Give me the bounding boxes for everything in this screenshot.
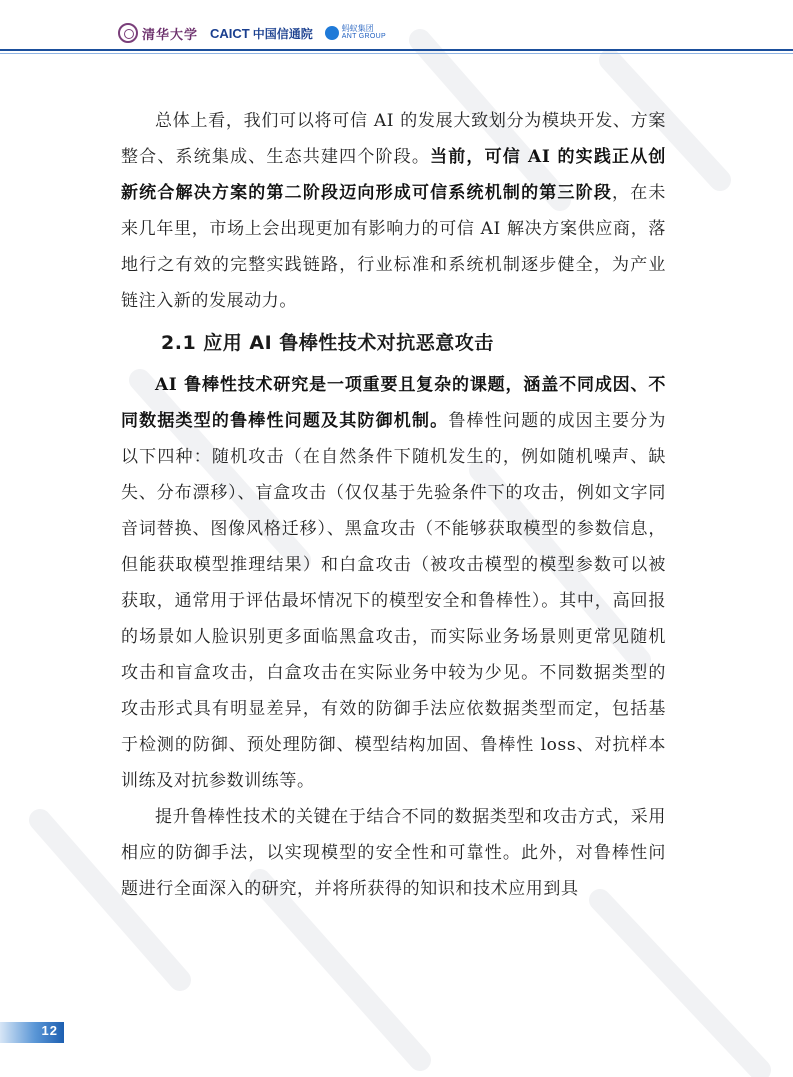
paragraph-robustness-bold: AI 鲁棒性技术研究是一项重要且复杂的课题，涵盖不同成因、不同数据类型的鲁棒性问题及其防御机制。 — [121, 375, 666, 431]
tsinghua-logo — [118, 23, 198, 43]
caict-logo-cn-text: 中国信通院 — [252, 26, 313, 41]
ant-group-cn-text: 蚂蚁集团 — [341, 24, 374, 33]
logo-row — [118, 20, 386, 46]
document-body — [121, 103, 666, 907]
page-number-tab — [0, 1022, 64, 1043]
paragraph-stages-bold: 当前，可信 AI 的实践正从创新统合解决方案的第二阶段迈向形成可信系统机制的第三阶段 — [121, 147, 666, 203]
paragraph-stages-text-a: 总体上看，我们可以将可信 AI 的发展大致划分为模块开发、方案整合、系统集成、生态共建四个阶段。 — [121, 111, 666, 167]
page-header — [0, 0, 793, 52]
ant-group-logo — [325, 25, 386, 41]
tsinghua-logo-text: 清华大学 — [142, 27, 199, 43]
ant-group-en-text: ANT GROUP — [341, 33, 386, 40]
paragraph-robustness-text: 鲁棒性问题的成因主要分为以下四种：随机攻击（在自然条件下随机发生的，例如随机噪声、缺失、分布漂移）、盲盒攻击（仅仅基于先验条件下的攻击，例如文字同音词替换、图像风格迁移）、黑盒攻击（不能够获取模型的参数信息，但能获取模型推理结果）和白盒攻击（被攻击模型的模型参数可以被获取，通常用于评估最坏情况下的模型安全和鲁棒性）。其中，高回报的场景如人脸识别更多面临黑盒攻击，而实际业务场景则更常见随机攻击和盲盒攻击，白盒攻击在实际业务中较为少见。不同数据类型的攻击形式具有明显差异，有效的防御手法应依数据类型而定，包括基于检测的防御、预处理防御、模型结构加固、鲁棒性 loss、对抗样本训练及对抗参数训练等。 — [121, 411, 666, 791]
section-title: 2.1 应用 AI 鲁棒性技术对抗恶意攻击 — [161, 332, 494, 354]
header-rule — [0, 49, 793, 51]
paragraph-stages — [121, 103, 666, 319]
page-number: 12 — [41, 1023, 58, 1038]
ant-group-mark-icon — [325, 26, 339, 40]
tsinghua-seal-icon — [118, 23, 138, 43]
header-rule-thin — [0, 53, 793, 54]
paragraph-robustness — [121, 367, 666, 799]
caict-logo — [210, 25, 313, 42]
paragraph-defense: 提升鲁棒性技术的关键在于结合不同的数据类型和攻击方式，采用相应的防御手法，以实现模型的安全性和可靠性。此外，对鲁棒性问题进行全面深入的研究，并将所获得的知识和技术应用到具 — [121, 807, 666, 899]
caict-logo-text: CAICT — [210, 25, 250, 41]
paragraph-stages-text-b: ，在未来几年里，市场上会出现更加有影响力的可信 AI 解决方案供应商，落地行之有效的完整实践链路，行业标准和系统机制逐步健全，为产业链注入新的发展动力。 — [121, 183, 666, 311]
